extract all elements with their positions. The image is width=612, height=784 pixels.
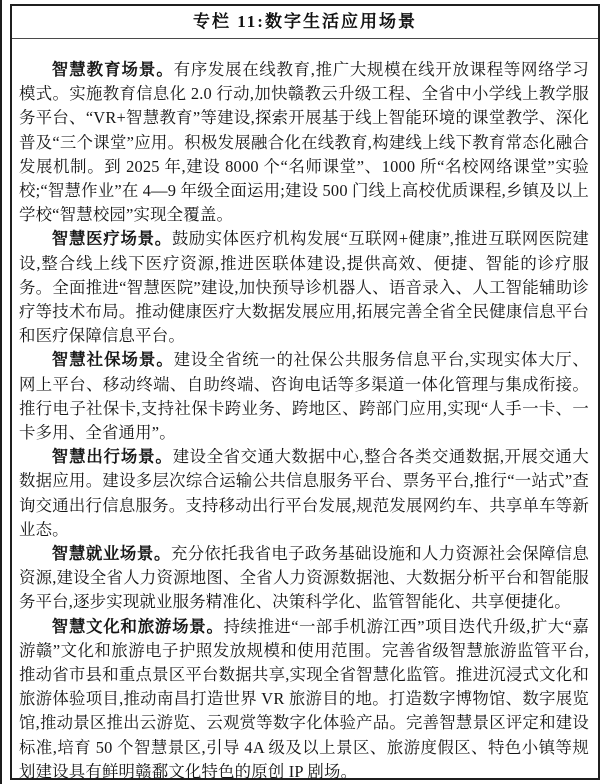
paragraph-text: 建设全省交通大数据中心,整合各类交通数据,开展交通大数据应用。建设多层次综合运输公共信息服务平台、票务平台,推行“一站式”查询交通出行信息服务。支持移动出行平台发展,规范发展网约车、共享单车等新业态。	[19, 447, 589, 539]
paragraph-lead: 智慧社保场景。	[51, 350, 174, 370]
paragraph-lead: 智慧出行场景。	[51, 447, 173, 467]
paragraph-smart-culture-tourism	[19, 615, 589, 784]
column-11-box	[10, 4, 600, 780]
paragraph-text: 持续推进“一部手机游江西”项目迭代升级,扩大“嘉游赣”文化和旅游电子护照发放规模和使用范围。完善省级智慧旅游监管平台,推动省市县和重点景区平台数据共享,实现全省智慧化监管。推进沉浸式文化和旅游体验项目,推动南昌打造世界 VR 旅游目的地。打造数字博物馆、数字展览馆,推动景区推出云游览、云观赏等数字化体验产品。完善智慧景区评定和建设标准,培育 50 个智慧景区,引导 4A 级及以上景区、旅游度假区、特色小镇等规划建设具有鲜明赣鄱文化特色的原创 IP 剧场。	[19, 616, 590, 781]
paragraph-lead: 智慧文化和旅游场景。	[51, 616, 224, 636]
page-edge-line	[0, 0, 2, 784]
paragraph-text: 建设全省统一的社保公共服务信息平台,实现实体大厅、网上平台、移动终端、自助终端、咨询电话等多渠道一体化管理与集成衔接。推行电子社保卡,支持社保卡跨业务、跨地区、跨部门应用,实现“人手一卡、一卡多用、全省通用”。	[19, 350, 589, 443]
paragraph-lead: 智慧教育场景。	[51, 60, 174, 79]
paragraph-smart-social-security	[19, 348, 589, 445]
paragraph-text: 有序发展在线教育,推广大规模在线开放课程等网络学习模式。实施教育信息化 2.0 行动,加快赣教云升级工程、全省中小学线上教学服务平台、“VR+智慧教育”等建设,探索开展基于线上智能环境的课堂教学、深化普及“三个课堂”应用。积极发展融合化在线教育,构建线上线下教育常态化融合发展机制。到 2025 年,建设 8000 个“名师课堂”、1000 所“名校网络课堂”实验校;“智慧作业”在 4—9 年级全面运用;建设 500 门线上高校优质课程,乡镇及以上学校“智慧校园”实现全覆盖。	[19, 60, 589, 225]
paragraph-text: 鼓励实体医疗机构发展“互联网+健康”,推进互联网医院建设,整合线上线下医疗资源,推进医联体建设,提供高效、便捷、智能的诊疗服务。全面推进“智慧医院”建设,加快预导诊机器人、语音录入、人工智能辅助诊疗等技术布局。推动健康医疗大数据发展应用,拓展完善全省全民健康信息平台和医疗保障信息平台。	[19, 229, 589, 346]
paragraph-smart-employment	[19, 542, 589, 615]
paragraph-smart-mobility	[19, 445, 589, 542]
paragraph-lead: 智慧就业场景。	[51, 544, 171, 564]
paragraph-text: 充分依托我省电子政务基础设施和人力资源社会保障信息资源,建设全省人力资源地图、全省人力资源数据池、大数据分析平台和智能服务平台,逐步实现就业服务精准化、决策科学化、监管智能化、共享便捷化。	[19, 544, 590, 612]
paragraph-smart-healthcare	[19, 227, 589, 348]
paragraph-lead: 智慧医疗场景。	[51, 229, 172, 249]
paragraph-smart-education	[19, 58, 589, 227]
column-body	[12, 39, 598, 784]
column-title: 专栏 11:数字生活应用场景	[12, 6, 598, 39]
